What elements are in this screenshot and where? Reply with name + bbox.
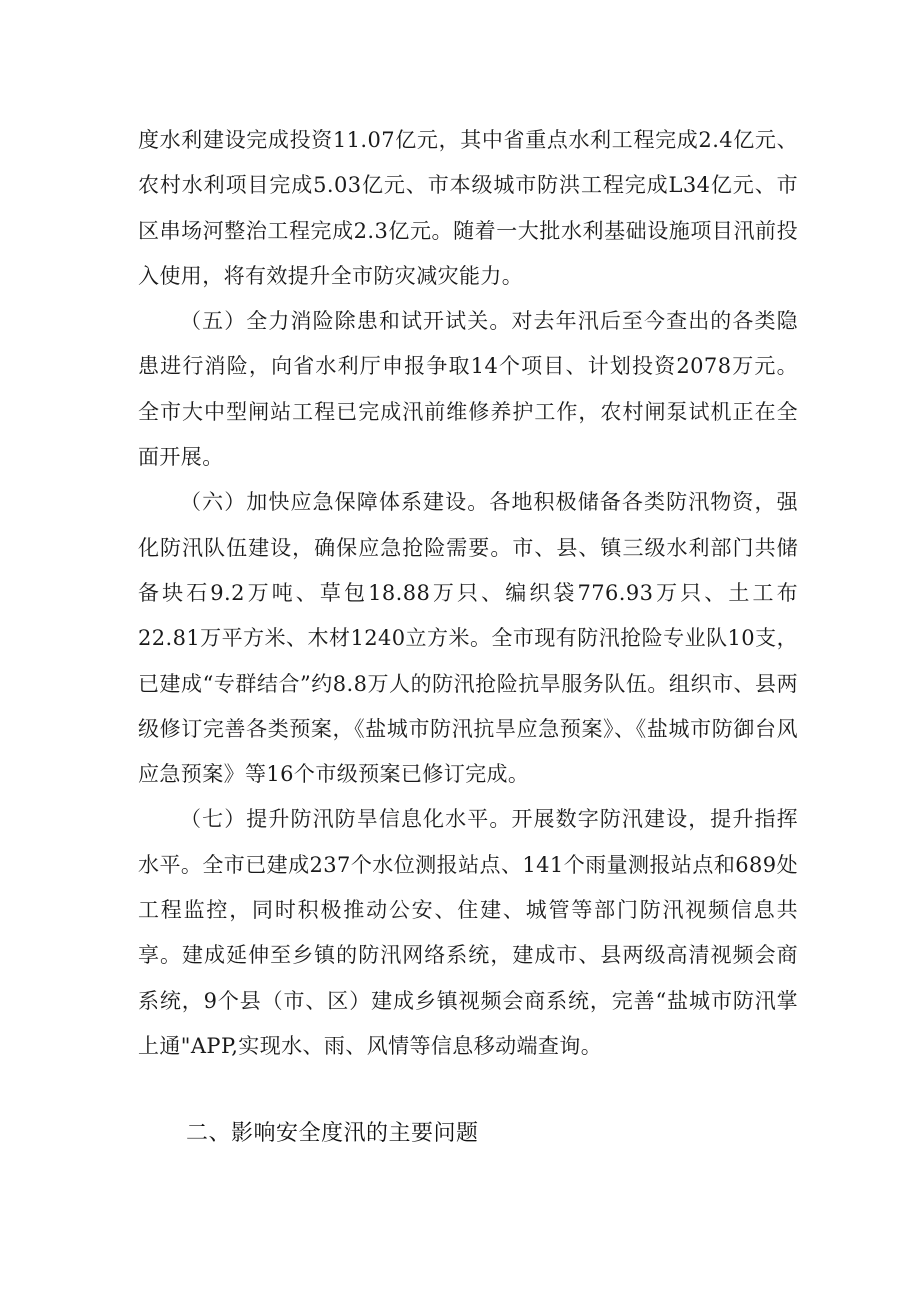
document-body: [138, 118, 798, 1069]
paragraph-section-6: （六）加快应急保障体系建设。各地积极储备各类防汛物资，强化防汛队伍建设，确保应急抢险需要。市、县、镇三级水利部门共储备块石9.2万吨、草包18.88万只、编织袋776.93万只、土工布22.81万平方米、木材1240立方米。全市现有防汛抢险专业队10支，已建成“专群结合”约8.8万人的防汛抢险抗旱服务队伍。组织市、县两级修订完善各类预案，《盐城市防汛抗旱应急预案》、《盐城市防御台风应急预案》等16个市级预案已修订完成。: [138, 490, 798, 787]
paragraph-section-7: （七）提升防汛防旱信息化水平。开展数字防汛建设，提升指挥水平。全市已建成237个水位测报站点、141个雨量测报站点和689处工程监控，同时积极推动公安、住建、城管等部门防汛视频信息共享。建成延伸至乡镇的防汛网络系统，建成市、县两级高清视频会商系统，9个县（市、区）建成乡镇视频会商系统，完善“盐城市防汛掌上通"APP,实现水、雨、风情等信息移动端查询。: [138, 807, 798, 1058]
paragraph-section-5: （五）全力消险除患和试开试关。对去年汛后至今查出的各类隐患进行消险，向省水利厅申报争取14个项目、计划投资2078万元。全市大中型闸站工程已完成汛前维修养护工作，农村闸泵试机正在全面开展。: [138, 309, 798, 470]
section-heading: 二、影响安全度汛的主要问题: [186, 1121, 479, 1146]
paragraph-investment-continued: 度水利建设完成投资11.07亿元，其中省重点水利工程完成2.4亿元、农村水利项目完成5.03亿元、市本级城市防洪工程完成L34亿元、市区串场河整治工程完成2.3亿元。随着一大批水利基础设施项目汛前投入使用，将有效提升全市防灾减灾能力。: [138, 128, 798, 288]
